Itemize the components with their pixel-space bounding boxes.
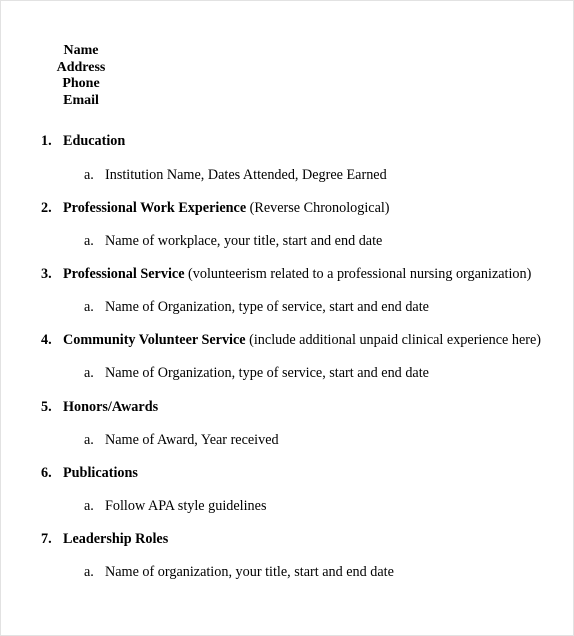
section-heading: Education (63, 133, 126, 149)
section-number: 1. (41, 133, 52, 149)
section-number: 3. (41, 266, 52, 282)
section-heading: Professional Service (63, 266, 185, 282)
item-text: Name of workplace, your title, start and end date (105, 233, 383, 249)
section-community-volunteer-item (84, 365, 429, 382)
section-note: (Reverse Chronological) (249, 200, 390, 216)
section-heading: Community Volunteer Service (63, 332, 246, 348)
item-letter: a. (84, 233, 94, 249)
item-text: Name of Organization, type of service, start and end date (105, 299, 429, 315)
section-publications-item (84, 498, 266, 515)
section-professional-service (41, 266, 531, 283)
section-honors-awards-item (84, 432, 279, 449)
item-text: Institution Name, Dates Attended, Degree Earned (105, 167, 387, 183)
section-number: 4. (41, 332, 52, 348)
section-education (41, 133, 125, 150)
item-letter: a. (84, 299, 94, 315)
section-education-item (84, 167, 387, 184)
item-letter: a. (84, 498, 94, 514)
section-publications (41, 465, 138, 482)
item-letter: a. (84, 167, 94, 183)
section-leadership-roles (41, 531, 168, 548)
item-text: Name of Organization, type of service, start and end date (105, 365, 429, 381)
contact-email: Email (63, 93, 99, 109)
contact-address: Address (56, 59, 106, 75)
section-heading: Leadership Roles (63, 531, 169, 547)
section-heading: Honors/Awards (63, 399, 159, 415)
section-heading: Publications (63, 465, 138, 481)
section-number: 2. (41, 200, 52, 216)
section-leadership-roles-item (84, 564, 394, 581)
section-number: 5. (41, 399, 52, 415)
section-note: (include additional unpaid clinical experience here) (249, 332, 542, 348)
section-number: 6. (41, 465, 52, 481)
contact-name: Name (63, 43, 99, 58)
item-letter: a. (84, 432, 94, 448)
section-number: 7. (41, 531, 52, 547)
section-note: (volunteerism related to a professional nursing organization) (188, 266, 532, 282)
contact-block (51, 43, 111, 110)
section-community-volunteer (41, 332, 541, 349)
section-work-experience-item (84, 233, 382, 250)
item-text: Name of Award, Year received (105, 432, 279, 448)
item-text: Name of organization, your title, start and end date (105, 564, 394, 580)
section-heading: Professional Work Experience (63, 200, 247, 216)
section-professional-service-item (84, 299, 429, 316)
item-text: Follow APA style guidelines (105, 498, 267, 514)
contact-phone: Phone (62, 76, 100, 92)
item-letter: a. (84, 365, 94, 381)
item-letter: a. (84, 564, 94, 580)
section-honors-awards (41, 399, 158, 416)
section-work-experience (41, 200, 390, 217)
